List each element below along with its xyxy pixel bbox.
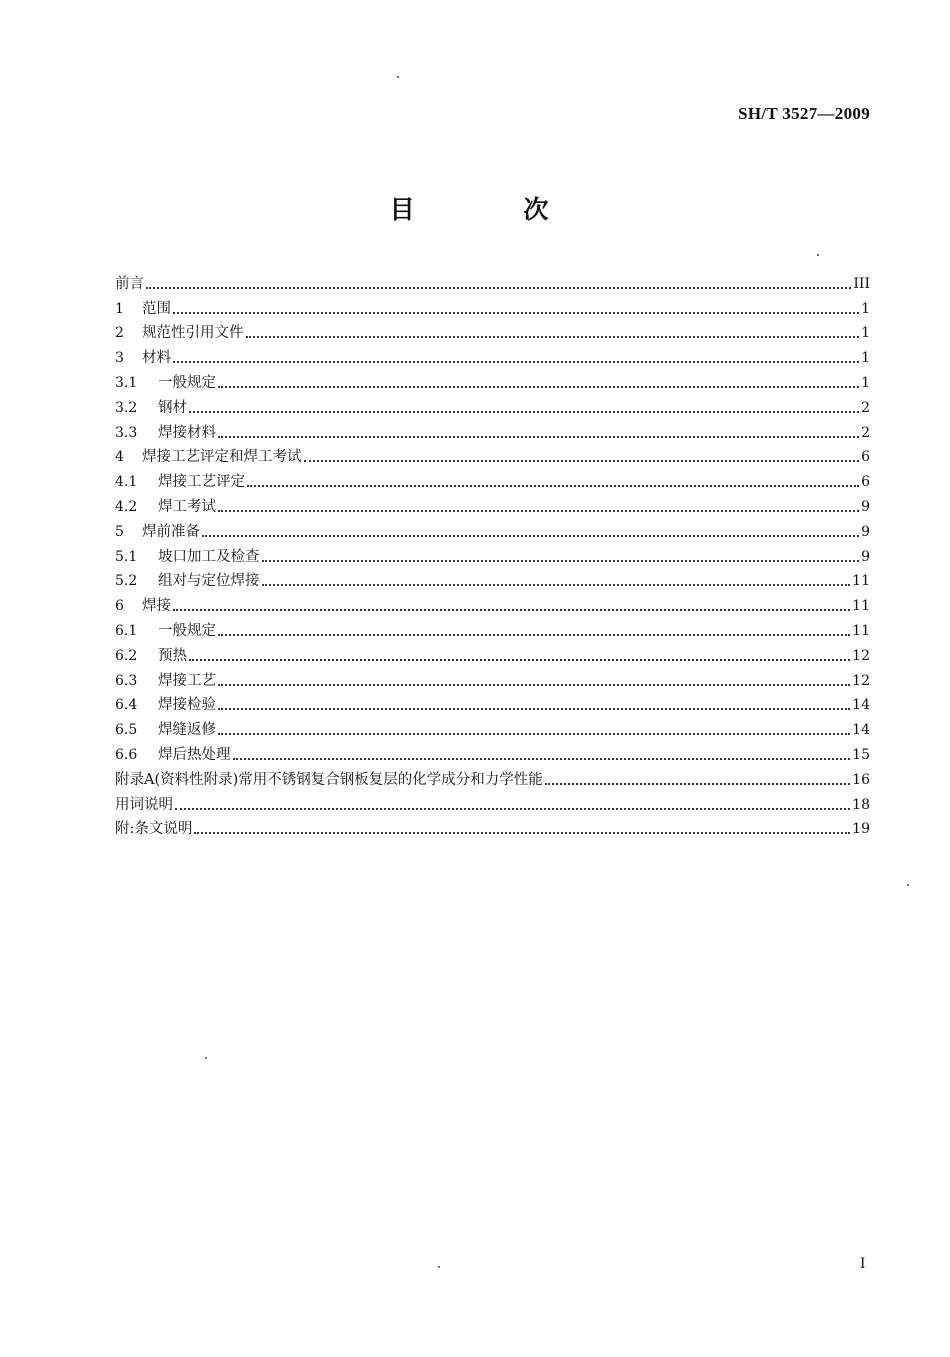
toc-entry-page: 6 <box>861 449 870 466</box>
toc-entry-page: 11 <box>852 622 870 639</box>
toc-entry-number: 3.3 <box>115 424 138 441</box>
toc-entry-title: 焊接工艺 <box>158 672 216 689</box>
toc-dot-leader <box>304 460 860 462</box>
toc-dot-leader <box>202 535 859 537</box>
toc-dot-leader <box>218 436 859 438</box>
toc-entry-number: 3.1 <box>115 374 138 391</box>
scan-speck <box>397 76 399 78</box>
toc-entry[interactable] <box>115 443 870 468</box>
scan-speck <box>907 884 909 886</box>
toc-entry-title: 焊接检验 <box>158 697 216 714</box>
toc-entry[interactable] <box>115 319 870 344</box>
toc-entry-title: 焊缝返修 <box>158 722 216 739</box>
toc-entry-number: 1 <box>115 300 124 317</box>
toc-entry[interactable] <box>115 393 870 418</box>
toc-title: 目 次 <box>389 195 599 224</box>
toc-entry-title: 焊后热处理 <box>158 746 231 763</box>
toc-entry[interactable] <box>115 343 870 368</box>
toc-dot-leader <box>218 510 859 512</box>
toc-entry-page: 9 <box>861 523 870 540</box>
toc-entry-number: 4.2 <box>115 498 138 515</box>
toc-entry-title: 前言 <box>115 275 144 292</box>
toc-dot-leader <box>233 758 851 760</box>
toc-entry[interactable] <box>115 666 870 691</box>
toc-entry[interactable] <box>115 616 870 641</box>
toc-entry-page: 11 <box>852 573 870 590</box>
toc-entry-number: 4.1 <box>115 474 138 491</box>
table-of-contents <box>115 269 870 839</box>
toc-entry-number: 5.1 <box>115 548 138 565</box>
toc-entry-page: 11 <box>852 598 870 615</box>
page-number: I <box>860 1255 866 1272</box>
toc-entry-page: 9 <box>861 498 870 515</box>
toc-entry-page: 14 <box>852 697 870 714</box>
toc-entry-title: 钢材 <box>158 399 187 416</box>
toc-entry-page: III <box>853 275 870 292</box>
toc-entry[interactable] <box>115 691 870 716</box>
toc-entry-title: 焊接工艺评定和焊工考试 <box>142 449 302 466</box>
toc-entry-page: 12 <box>852 647 870 664</box>
toc-entry-page: 1 <box>861 374 870 391</box>
toc-entry-title: 焊接 <box>142 598 171 615</box>
toc-entry-page: 6 <box>861 474 870 491</box>
toc-entry[interactable] <box>115 765 870 790</box>
scan-speck <box>817 254 819 256</box>
toc-dot-leader <box>218 386 859 388</box>
standard-code: SH/T 3527—2009 <box>738 104 870 123</box>
toc-dot-leader <box>262 560 860 562</box>
toc-entry-number: 6.2 <box>115 647 138 664</box>
toc-entry-page: 19 <box>852 821 870 838</box>
toc-entry-title: 焊接工艺评定 <box>158 474 245 491</box>
toc-entry-number: 3.2 <box>115 399 138 416</box>
toc-entry[interactable] <box>115 715 870 740</box>
toc-dot-leader <box>247 485 859 487</box>
toc-entry-title: 焊接材料 <box>158 424 216 441</box>
toc-entry[interactable] <box>115 368 870 393</box>
toc-entry-number: 5 <box>115 523 124 540</box>
toc-entry-page: 15 <box>852 746 870 763</box>
toc-entry-title: 焊前准备 <box>142 523 200 540</box>
toc-entry-number: 5.2 <box>115 573 138 590</box>
toc-entry[interactable] <box>115 591 870 616</box>
toc-dot-leader <box>173 361 859 363</box>
toc-entry[interactable] <box>115 492 870 517</box>
toc-entry-page: 1 <box>861 350 870 367</box>
toc-entry-title: 材料 <box>142 350 171 367</box>
toc-entry-page: 2 <box>861 424 870 441</box>
toc-entry-page: 9 <box>861 548 870 565</box>
toc-entry-title: 附:条文说明 <box>115 821 193 838</box>
toc-dot-leader <box>545 783 850 785</box>
toc-entry[interactable] <box>115 418 870 443</box>
toc-entry[interactable] <box>115 542 870 567</box>
toc-entry-page: 1 <box>861 300 870 317</box>
toc-entry-title: 焊工考试 <box>158 498 216 515</box>
toc-entry-number: 6.5 <box>115 722 138 739</box>
toc-entry[interactable] <box>115 815 870 840</box>
toc-entry-title: 坡口加工及检查 <box>158 548 260 565</box>
toc-entry-number: 6.3 <box>115 672 138 689</box>
toc-entry-number: 6 <box>115 598 124 615</box>
toc-dot-leader <box>189 659 850 661</box>
toc-entry-title: 组对与定位焊接 <box>158 573 260 590</box>
toc-entry-title: 一般规定 <box>158 622 216 639</box>
toc-entry[interactable] <box>115 641 870 666</box>
toc-entry-title: 附录A(资料性附录)常用不锈钢复合钢板复层的化学成分和力学性能 <box>115 771 543 788</box>
toc-dot-leader <box>189 411 859 413</box>
toc-entry[interactable] <box>115 467 870 492</box>
toc-dot-leader <box>173 609 850 611</box>
toc-entry-page: 18 <box>852 796 870 813</box>
scan-speck <box>438 1266 440 1268</box>
toc-entry-number: 4 <box>115 449 124 466</box>
toc-entry-title: 规范性引用文件 <box>142 325 244 342</box>
toc-entry-number: 6.4 <box>115 697 138 714</box>
toc-entry-title: 一般规定 <box>158 374 216 391</box>
toc-dot-leader <box>194 832 850 834</box>
toc-entry-title: 用词说明 <box>115 796 173 813</box>
toc-dot-leader <box>262 584 851 586</box>
toc-entry-page: 2 <box>861 399 870 416</box>
toc-entry[interactable] <box>115 269 870 294</box>
scan-speck <box>205 1057 207 1059</box>
toc-dot-leader <box>218 733 850 735</box>
toc-entry-number: 6.1 <box>115 622 138 639</box>
toc-entry[interactable] <box>115 517 870 542</box>
toc-dot-leader <box>246 336 860 338</box>
toc-dot-leader <box>218 634 850 636</box>
toc-entry[interactable] <box>115 790 870 815</box>
toc-entry-page: 12 <box>852 672 870 689</box>
toc-entry-number: 3 <box>115 350 124 367</box>
toc-entry-title: 预热 <box>158 647 187 664</box>
toc-entry-page: 1 <box>861 325 870 342</box>
toc-dot-leader <box>146 287 851 289</box>
toc-dot-leader <box>218 708 850 710</box>
toc-dot-leader <box>175 808 850 810</box>
toc-dot-leader <box>173 312 859 314</box>
toc-entry-number: 2 <box>115 325 124 342</box>
toc-entry-title: 范围 <box>142 300 171 317</box>
toc-entry-page: 16 <box>852 771 870 788</box>
toc-entry[interactable] <box>115 740 870 765</box>
toc-entry[interactable] <box>115 294 870 319</box>
toc-entry[interactable] <box>115 567 870 592</box>
toc-entry-number: 6.6 <box>115 746 138 763</box>
toc-entry-page: 14 <box>852 722 870 739</box>
toc-dot-leader <box>218 684 850 686</box>
